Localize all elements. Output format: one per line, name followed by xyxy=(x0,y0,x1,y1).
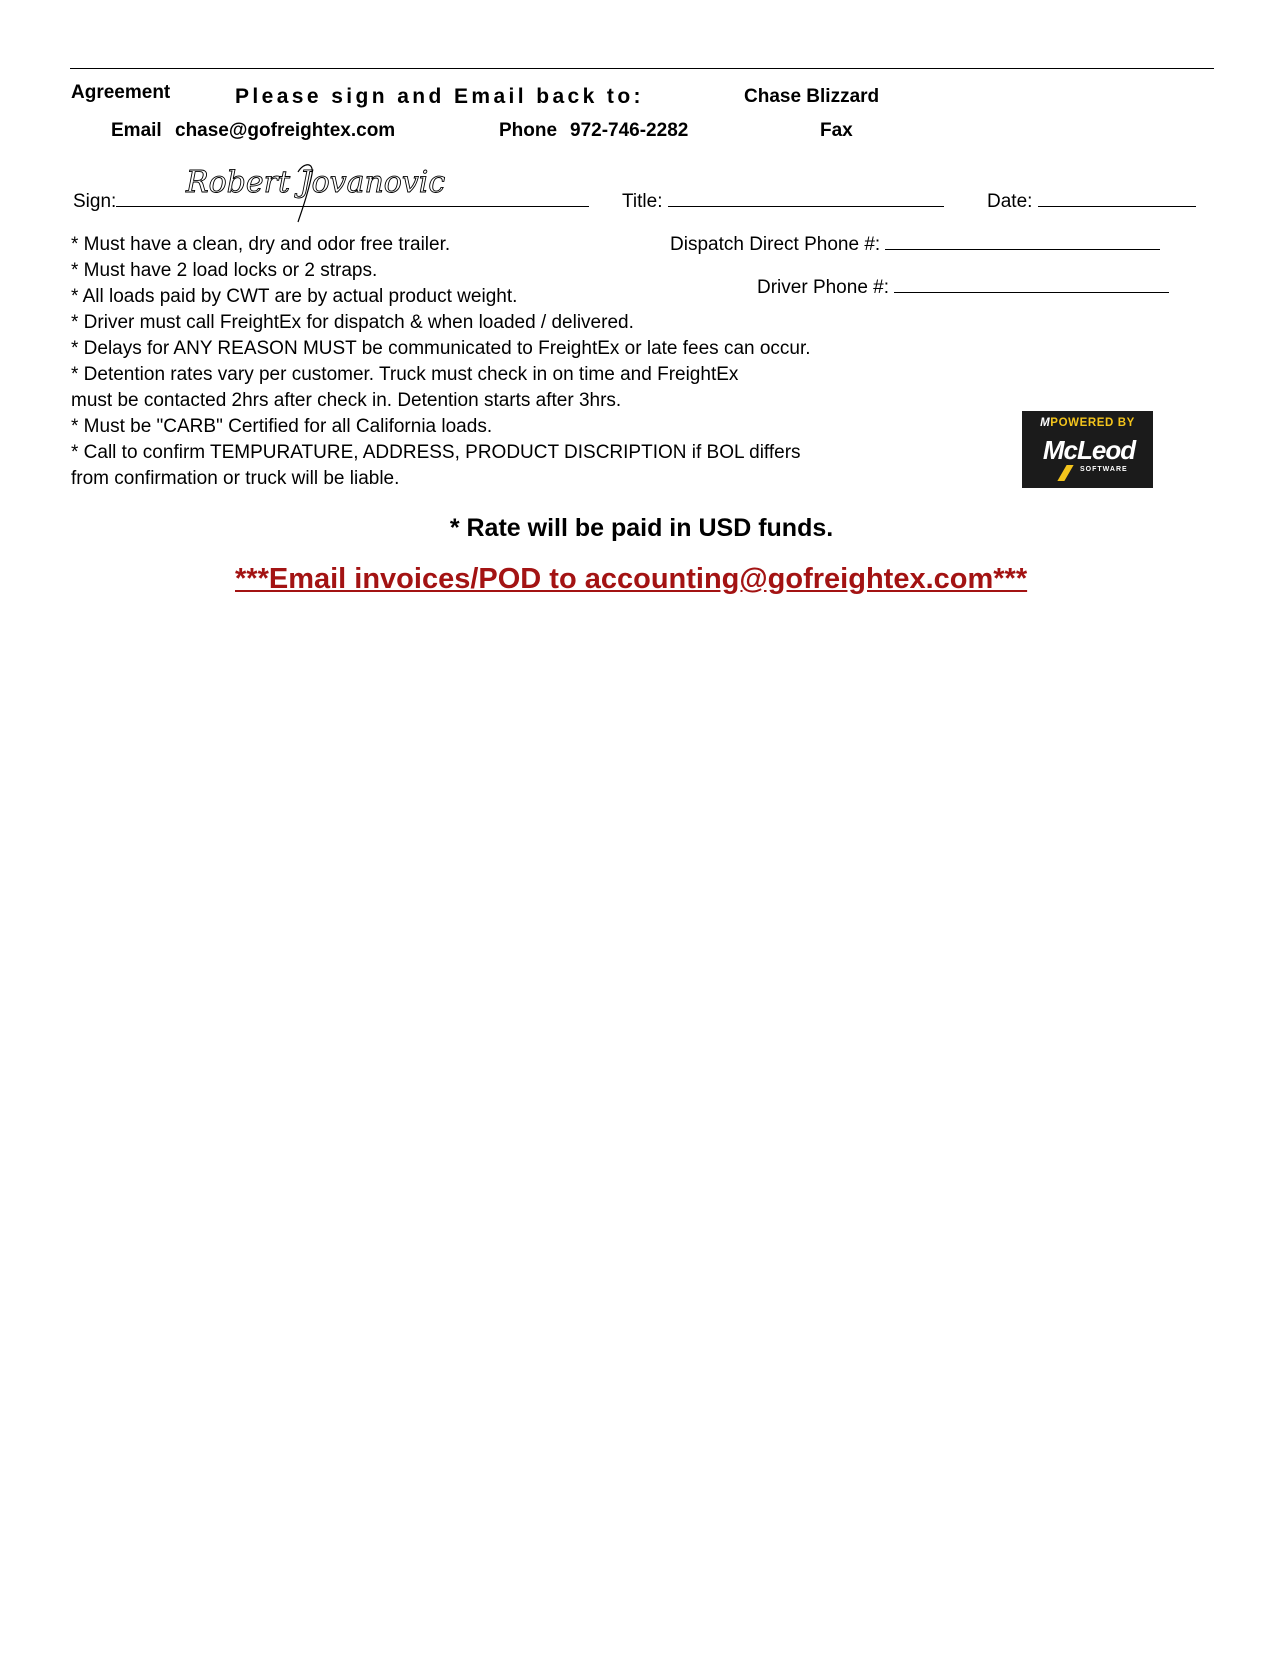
dispatch-phone-field[interactable] xyxy=(670,234,1160,256)
email-label: Email xyxy=(111,120,162,141)
email-value[interactable]: chase@gofreightex.com xyxy=(175,120,396,141)
requirement-item: * Must have a clean, dry and odor free trailer. xyxy=(71,234,451,255)
fax-label: Fax xyxy=(820,120,853,141)
logo-brand: McLeod xyxy=(1042,435,1136,465)
mcleod-logo xyxy=(1022,411,1153,488)
dispatch-phone-label: Dispatch Direct Phone #: xyxy=(670,234,881,255)
contact-name: Chase Blizzard xyxy=(744,86,880,107)
requirement-item: * Driver must call FreightEx for dispatch & when loaded / delivered. xyxy=(71,312,634,333)
sign-label: Sign: xyxy=(73,191,117,212)
logo-slash-mark xyxy=(1057,465,1073,481)
logo-tagline: MPOWERED BY xyxy=(1040,417,1135,429)
date-label: Date: xyxy=(987,191,1033,212)
sign-instruction: Please sign and Email back to: xyxy=(235,85,644,108)
phone-label: Phone xyxy=(499,120,558,141)
requirement-item: * Detention rates vary per customer. Truck must check in on time and FreightEx xyxy=(71,364,739,385)
requirement-item: * Delays for ANY REASON MUST be communicated to FreightEx or late fees can occur. xyxy=(71,338,811,359)
driver-phone-field[interactable] xyxy=(757,277,1169,299)
driver-phone-line xyxy=(894,278,1169,293)
invoice-note[interactable]: ***Email invoices/POD to accounting@gofreightex.com*** xyxy=(235,563,1028,595)
driver-phone-label: Driver Phone #: xyxy=(757,277,890,298)
requirement-item: * Must be "CARB" Certified for all California loads. xyxy=(71,416,493,437)
title-label: Title: xyxy=(622,191,663,212)
title-line xyxy=(668,192,944,207)
handwritten-signature xyxy=(180,158,470,230)
date-line xyxy=(1038,192,1196,207)
rate-note: * Rate will be paid in USD funds. xyxy=(449,514,834,542)
dispatch-phone-line xyxy=(885,235,1160,250)
top-divider xyxy=(70,68,1214,69)
requirement-item: * Must have 2 load locks or 2 straps. xyxy=(71,260,378,281)
logo-subtext: SOFTWARE xyxy=(1080,466,1128,473)
agreement-heading: Agreement xyxy=(71,82,171,103)
requirement-item: * All loads paid by CWT are by actual product weight. xyxy=(71,286,518,307)
requirement-item: must be contacted 2hrs after check in. Detention starts after 3hrs. xyxy=(71,390,622,411)
signature-glyphs: Robert Jovanovic xyxy=(186,165,446,200)
date-field[interactable] xyxy=(987,191,1196,213)
requirement-item: from confirmation or truck will be liable. xyxy=(71,468,400,489)
title-field[interactable] xyxy=(622,191,944,213)
requirement-item: * Call to confirm TEMPURATURE, ADDRESS, PRODUCT DISCRIPTION if BOL differs xyxy=(71,442,801,463)
phone-value: 972-746-2282 xyxy=(570,120,689,141)
